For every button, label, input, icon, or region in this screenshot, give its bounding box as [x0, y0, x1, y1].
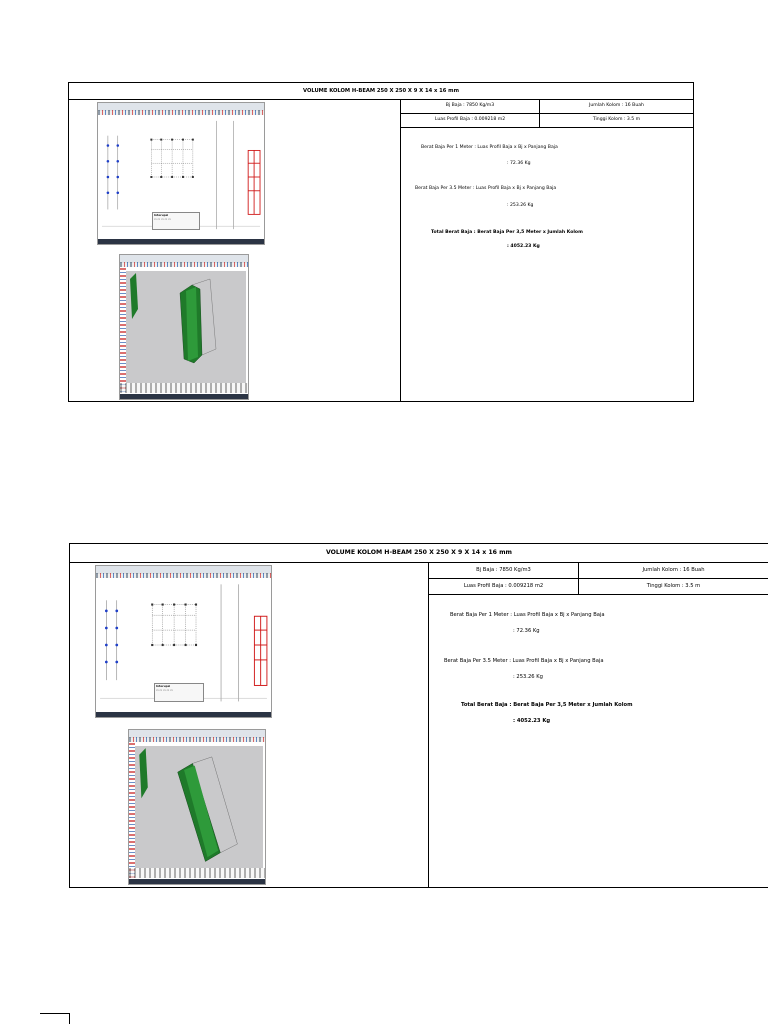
3d-taskbar — [129, 879, 265, 884]
berat-1m-formula: Berat Baja Per 1 Meter : Luas Profil Baja x Bj x Panjang Baja — [421, 145, 558, 150]
total-value: : 4052.23 Kg — [513, 718, 551, 724]
cad-info-popup: Interupsi ▭ ▭ ▭ ▭ ▭ — [154, 683, 204, 702]
luas-profil: Luas Profil Baja : 0.009218 m2 — [434, 117, 506, 122]
cad-taskbar — [96, 712, 271, 717]
h-beam-3d-model — [126, 271, 246, 383]
luas-profil: Luas Profil Baja : 0.009218 m2 — [463, 583, 544, 589]
table-title: VOLUME KOLOM H-BEAM 250 X 250 X 9 X 14 x 16 mm — [70, 544, 768, 563]
volume-table-2 — [69, 543, 768, 888]
berat-35m-value: : 253.26 Kg — [507, 203, 534, 208]
berat-35m-value: : 253.26 Kg — [513, 674, 543, 680]
cad-toolbar — [96, 573, 271, 578]
jumlah-kolom: Jumlah Kolom : 16 Buah — [642, 567, 705, 573]
berat-1m-value: : 72.36 Kg — [513, 628, 540, 634]
jumlah-kolom: Jumlah Kolom : 16 Buah — [589, 103, 644, 108]
cad-drawing-canvas — [100, 116, 262, 238]
cad-taskbar — [98, 239, 264, 244]
calculation-column — [429, 562, 768, 887]
volume-table-1 — [68, 82, 694, 402]
h-beam-3d-model — [135, 746, 263, 868]
cad-drawing-canvas — [98, 579, 269, 711]
calculation-column — [401, 99, 693, 401]
total-value: : 4052.23 Kg — [507, 244, 540, 249]
cad-plan-screenshot — [95, 565, 272, 718]
berat-1m-formula: Berat Baja Per 1 Meter : Luas Profil Baja x Bj x Panjang Baja — [450, 612, 605, 618]
3d-viewport — [126, 271, 246, 383]
bj-baja: Bj Baja : 7850 Kg/m3 — [476, 567, 531, 573]
3d-command-bar — [120, 383, 248, 393]
table-title: VOLUME KOLOM H-BEAM 250 X 250 X 9 X 14 x 16 mm — [69, 83, 693, 100]
total-formula: Total Berat Baja : Berat Baja Per 3,5 Meter x Jumlah Kolom — [431, 230, 583, 235]
cad-plan-screenshot — [97, 102, 265, 245]
berat-35m-formula: Berat Baja Per 3.5 Meter : Luas Profil Baja x Bj x Panjang Baja — [415, 186, 557, 191]
cad-info-popup: Interupsi ▭ ▭ ▭ ▭ ▭ — [152, 212, 200, 230]
tinggi-kolom: Tinggi Kolom : 3.5 m — [592, 117, 641, 122]
berat-1m-value: : 72.36 Kg — [507, 161, 531, 166]
3d-taskbar — [120, 394, 248, 399]
3d-toolbar — [120, 262, 248, 267]
cad-toolbar — [98, 110, 264, 115]
3d-command-bar — [129, 868, 265, 878]
3d-viewport — [135, 746, 263, 868]
screenshots-column — [69, 99, 401, 401]
beam-3d-screenshot — [119, 254, 249, 400]
bj-baja: Bj Baja : 7850 Kg/m3 — [445, 103, 495, 108]
tinggi-kolom: Tinggi Kolom : 3.5 m — [646, 583, 701, 589]
page-corner-mark — [40, 1013, 70, 1024]
info-grid — [429, 562, 768, 595]
screenshots-column — [70, 562, 429, 887]
total-formula: Total Berat Baja : Berat Baja Per 3,5 Meter x Jumlah Kolom — [461, 702, 633, 708]
berat-35m-formula: Berat Baja Per 3.5 Meter : Luas Profil Baja x Bj x Panjang Baja — [444, 658, 604, 664]
info-grid — [401, 99, 693, 128]
3d-toolbar — [129, 737, 265, 742]
beam-3d-screenshot — [128, 729, 266, 885]
